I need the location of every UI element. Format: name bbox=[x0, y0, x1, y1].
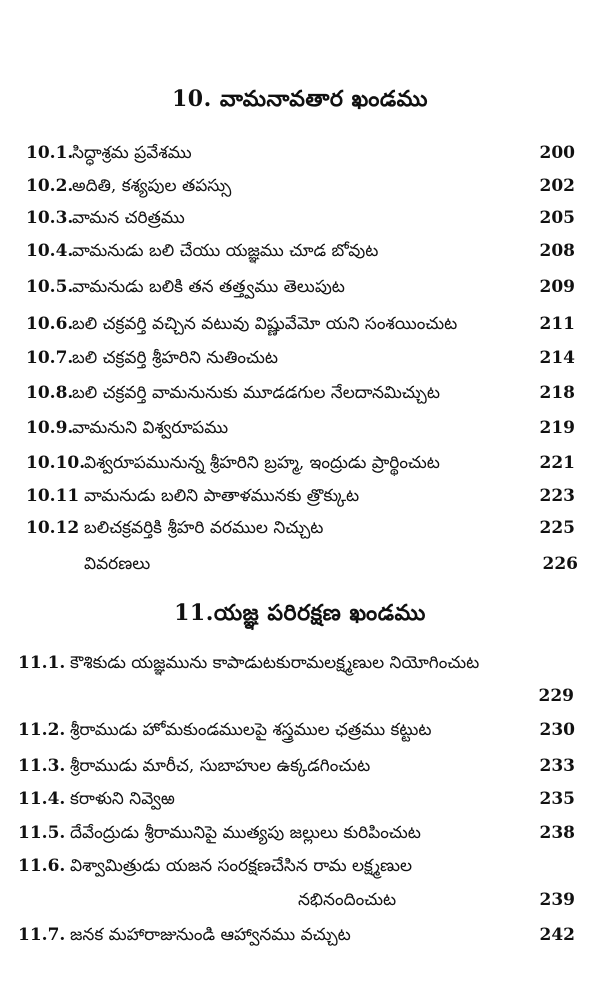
entry-page: 202 bbox=[539, 176, 575, 196]
entry-page: 239 bbox=[539, 890, 575, 910]
entry-page: 221 bbox=[539, 453, 575, 473]
section-heading-10: 10. వామనావతార ఖండము bbox=[171, 86, 429, 112]
entry-number: 11.6. bbox=[18, 856, 66, 876]
entry-number: 11.4. bbox=[18, 789, 66, 809]
entry-page: 208 bbox=[539, 241, 575, 261]
entry-page: 218 bbox=[539, 383, 575, 403]
entry-title: కరాళుని నివ్వెఱ bbox=[70, 789, 175, 809]
toc-entry bbox=[0, 518, 600, 548]
entry-title: జనక మహారాజునుండి ఆహ్వానము వచ్చుట bbox=[70, 925, 351, 945]
entry-title: దేవేంద్రుడు శ్రీరామునిపై ముత్యపు జల్లులు కురిపించుట bbox=[70, 823, 421, 843]
entry-page: 242 bbox=[539, 925, 575, 945]
entry-number: 10.3. bbox=[26, 208, 74, 228]
toc-entry bbox=[0, 348, 600, 378]
entry-page: 200 bbox=[539, 143, 575, 163]
entry-title: బలి చక్రవర్తి వచ్చిన వటువు విష్ణువేమో యని సంశయించుట bbox=[72, 314, 458, 334]
entry-page: 205 bbox=[539, 208, 575, 228]
entry-number: 10.7. bbox=[26, 348, 74, 368]
entry-number: 10.11 bbox=[26, 486, 80, 506]
entry-page: 235 bbox=[539, 789, 575, 809]
entry-page: 219 bbox=[539, 418, 575, 438]
entry-number: 10.2. bbox=[26, 176, 74, 196]
entry-number: 10.1. bbox=[26, 143, 74, 163]
entry-number: 10.8. bbox=[26, 383, 74, 403]
entry-title: సిద్ధాశ్రమ ప్రవేశము bbox=[72, 143, 192, 163]
entry-page: 233 bbox=[539, 756, 575, 776]
entry-page: 214 bbox=[539, 348, 575, 368]
toc-entry bbox=[0, 176, 600, 206]
toc-entry bbox=[0, 554, 600, 584]
entry-number: 11.7. bbox=[18, 925, 66, 945]
entry-title-continuation: నభినందించుట bbox=[298, 890, 397, 910]
toc-entry bbox=[0, 856, 600, 886]
toc-entry bbox=[0, 720, 600, 750]
entry-title: అదితి, కశ్యపుల తపస్సు bbox=[72, 176, 232, 196]
entry-page: 226 bbox=[542, 554, 578, 574]
entry-number: 10.5. bbox=[26, 277, 74, 297]
entry-page: 211 bbox=[539, 314, 575, 334]
toc-entry bbox=[0, 756, 600, 786]
entry-number: 10.12 bbox=[26, 518, 80, 538]
toc-entry bbox=[0, 653, 600, 683]
entry-title: వామన చరిత్రము bbox=[72, 208, 185, 228]
entry-title: వామనుడు బలిని పాతాళమునకు త్రొక్కుట bbox=[84, 486, 360, 506]
entry-title: వామనుడు బలికి తన తత్త్వము తెలుపుట bbox=[72, 277, 345, 297]
toc-entry-continuation bbox=[0, 890, 600, 920]
entry-page: 229 bbox=[538, 686, 574, 706]
toc-entry bbox=[0, 241, 600, 271]
entry-number: 10.9. bbox=[26, 418, 74, 438]
toc-entry bbox=[0, 143, 600, 173]
toc-entry bbox=[0, 208, 600, 238]
toc-entry bbox=[0, 383, 600, 413]
entry-title: వామనుడు బలి చేయు యజ్ఞము చూడ బోవుట bbox=[72, 241, 379, 261]
entry-title: వామనుని విశ్వరూపము bbox=[72, 418, 229, 438]
section-heading-11: 11.యజ్ఞ పరిరక్షణ ఖండము bbox=[174, 600, 426, 626]
entry-number: 10.4. bbox=[26, 241, 74, 261]
toc-entry-continuation bbox=[0, 686, 600, 716]
toc-entry bbox=[0, 314, 600, 344]
entry-title: బలి చక్రవర్తి శ్రీహరిని నుతించుట bbox=[72, 348, 278, 368]
entry-number: 10.6. bbox=[26, 314, 74, 334]
entry-title: బలి చక్రవర్తి వామనునుకు మూడడగుల నేలదానమిచ్చుట bbox=[72, 383, 440, 403]
entry-number: 11.2. bbox=[18, 720, 66, 740]
toc-entry bbox=[0, 486, 600, 516]
toc-entry bbox=[0, 925, 600, 955]
entry-title: కౌశికుడు యజ్ఞమును కాపాడుటకురామలక్ష్మణుల నియోగించుట bbox=[70, 653, 480, 673]
entry-page: 238 bbox=[539, 823, 575, 843]
entry-number: 11.5. bbox=[18, 823, 66, 843]
entry-page: 225 bbox=[539, 518, 575, 538]
entry-title: శ్రీరాముడు మారీచ, సుబాహుల ఉక్కడగించుట bbox=[70, 756, 371, 776]
entry-title: వివరణలు bbox=[84, 554, 151, 574]
entry-number: 11.1. bbox=[18, 653, 66, 673]
entry-title: విశ్వామిత్రుడు యజన సంరక్షణచేసిన రామ లక్ష్మణుల bbox=[70, 856, 413, 876]
entry-title: శ్రీరాముడు హోమకుండములపై శస్త్రముల ఛత్రము కట్టుట bbox=[70, 720, 432, 740]
entry-title: విశ్వరూపమునున్న శ్రీహరిని బ్రహ్మ, ఇంద్రుడు ప్రార్థించుట bbox=[84, 453, 440, 473]
entry-title: బలిచక్రవర్తికి శ్రీహరి వరముల నిచ్చుట bbox=[84, 518, 324, 538]
toc-entry bbox=[0, 453, 600, 483]
toc-entry bbox=[0, 277, 600, 307]
entry-page: 209 bbox=[539, 277, 575, 297]
toc-entry bbox=[0, 418, 600, 448]
entry-number: 11.3. bbox=[18, 756, 66, 776]
entry-page: 223 bbox=[539, 486, 575, 506]
toc-entry bbox=[0, 823, 600, 853]
toc-entry bbox=[0, 789, 600, 819]
entry-number: 10.10. bbox=[26, 453, 86, 473]
entry-page: 230 bbox=[539, 720, 575, 740]
